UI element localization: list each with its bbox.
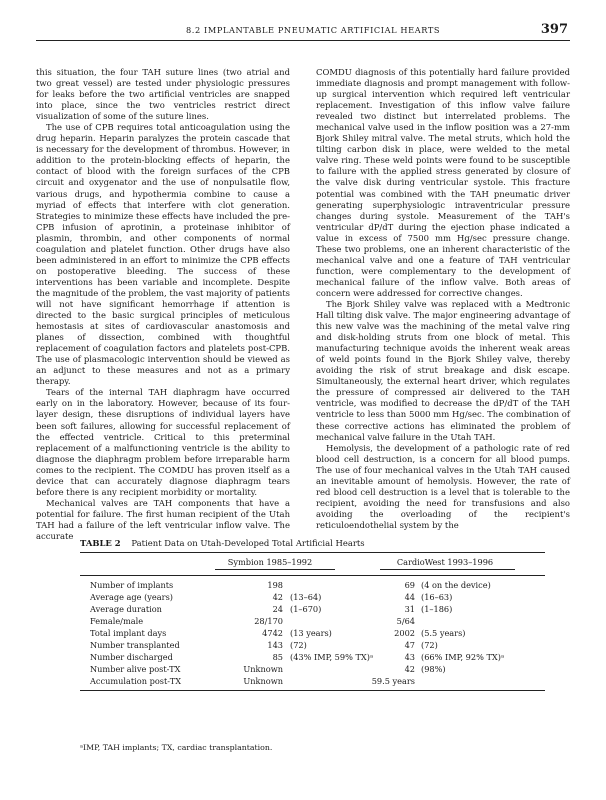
- cardiowest-value: 31: [404, 604, 415, 614]
- paragraph: Tears of the internal TAH diaphragm have occurred early on in the laboratory. However, because of its four-layer design, these disruptions of individual layers have been soft failures, allowing for successful replacement of the effected ventricle. Critical to this preterminal replacement of a malfunctioning ventricle is the ability to diagnose the diaphragm problem before irreparable harm comes to the recipient. The COMDU has proven itself as a device that can accurately diagnose diaphragm tears before there is any recipient morbidity or mortality.: [36, 387, 290, 497]
- table-row: [90, 652, 545, 664]
- page-number: 397: [540, 22, 568, 37]
- table-row: [90, 628, 545, 640]
- cardiowest-range: (98%): [421, 664, 446, 674]
- symbion-range: (1–670): [290, 604, 322, 614]
- cardiowest-value: 59.5 years: [371, 676, 415, 686]
- symbion-value: Unknown: [243, 664, 283, 674]
- table-row: [90, 604, 545, 616]
- table-row: [90, 676, 545, 688]
- cardiowest-range: (66% IMP, 92% TX)ᵃ: [421, 652, 505, 662]
- table-bottom-rule: [80, 690, 545, 691]
- row-label: Accumulation post-TX: [90, 676, 182, 686]
- cardiowest-value: 5/64: [396, 616, 415, 626]
- left-column: [36, 67, 290, 542]
- cardiowest-range: (72): [421, 640, 438, 650]
- cardiowest-range: (1–186): [421, 604, 453, 614]
- table-label: TABLE 2: [80, 538, 121, 548]
- group-rule-symbion: [215, 569, 335, 570]
- cardiowest-value: 43: [404, 652, 415, 662]
- paragraph: this situation, the four TAH suture lines (two atrial and two great vessel) are tested under physiologic pressures for leaks before the two artificial ventricles are snapped into place, since the two ventricles restrict direct visualization of some of the suture lines.: [36, 67, 290, 122]
- group-rule-cardiowest: [380, 569, 515, 570]
- table-row: [90, 664, 545, 676]
- cardiowest-range: (16–63): [421, 592, 453, 602]
- cardiowest-value: 42: [404, 664, 415, 674]
- symbion-range: (72): [290, 640, 307, 650]
- paragraph: The use of CPB requires total anticoagulation using the drug heparin. Heparin paralyzes the protein cascade that is necessary for the development of thrombus. However, in addition to the protein-blocking effects of heparin, the contact of blood with the foreign surfaces of the CPB circuit and oxygenator and the use of nonpulsatile flow, various drugs, and hypothermia combine to cause a myriad of effects that interfere with clot generation. Strategies to minimize these effects have included the pre-CPB infusion of aprotinin, a proteinase inhibitor of plasmin, thrombin, and other components of normal coagulation and platelet function. Other drugs have also been administered in an effort to minimize the CPB effects on postoperative bleeding. The success of these interventions has been variable and incomplete. Despite the magnitude of the problem, the vast majority of patients will not have significant hemorrhage if attention is directed to the basic surgical principles of meticulous hemostasis at sites of cardiovascular anastomosis and planes of dissection, combined with thoughtful replacement of coagulation factors and platelets post-CPB. The use of plasmacologic intervention should be viewed as an adjunct to these measures and not as a primary therapy.: [36, 122, 290, 387]
- symbion-value: 198: [267, 580, 283, 590]
- table-caption: [80, 538, 550, 549]
- symbion-value: 4742: [262, 628, 283, 638]
- row-label: Number alive post-TX: [90, 664, 181, 674]
- paragraph: Hemolysis, the development of a pathologic rate of red blood cell destruction, is a concern for all blood pumps. The use of four mechanical valves in the Utah TAH caused an inevitable amount of hemolysis. However, the rate of red blood cell destruction is a level that is tolerable to the recipient, avoiding the need for transfusions and also avoiding the overloading of the recipient's reticuloendothelial system by the: [316, 442, 570, 530]
- table-row: [90, 592, 545, 604]
- table-row: [90, 580, 545, 592]
- row-label: Number discharged: [90, 652, 173, 662]
- symbion-range: (43% IMP, 59% TX)ᵃ: [290, 652, 374, 662]
- cardiowest-range: (4 on the device): [421, 580, 491, 590]
- symbion-value: 143: [267, 640, 283, 650]
- row-label: Number of implants: [90, 580, 174, 590]
- table-row: [90, 616, 545, 628]
- paragraph: Mechanical valves are TAH components that have a potential for failure. The first human recipient of the Utah TAH had a failure of the left ventricular inflow valve. The accurate: [36, 497, 290, 541]
- table-top-rule: [80, 552, 545, 553]
- paragraph: COMDU diagnosis of this potentially hard failure provided immediate diagnosis and prompt management with follow-up surgical intervention which required left ventricular replacement. Investigation of this inflow valve failure revealed two distinct but interrelated problems. The mechanical valve used in the inflow position was a 27-mm Bjork Shiley mitral valve. The metal struts, which hold the tilting carbon disk in place, were welded to the metal valve ring. These weld points were found to be susceptible to failure with the applied stress generated by closure of the valve disk during ventricular systole. This fracture potential was combined with the TAH pneumatic driver generating superphysiologic intraventricular pressure changes during systole. Measurement of the TAH's ventricular dP/dT during the ejection phase indicated a value in excess of 7500 mm Hg/sec pressure change. These two problems, one an inherent characteristic of the mechanical valve and one a feature of TAH ventricular function, were complementary to the development of mechanical failure of the inflow valve. Both areas of concern were addressed for corrective changes.: [316, 67, 570, 298]
- cardiowest-value: 69: [404, 580, 415, 590]
- row-label: Number transplanted: [90, 640, 180, 650]
- symbion-value: Unknown: [243, 676, 283, 686]
- cardiowest-value: 44: [404, 592, 415, 602]
- row-label: Average age (years): [90, 592, 173, 602]
- symbion-range: (13 years): [290, 628, 332, 638]
- section-title: 8.2 IMPLANTABLE PNEUMATIC ARTIFICIAL HEARTS: [186, 25, 441, 35]
- symbion-value: 28/170: [254, 616, 283, 626]
- cardiowest-value: 47: [404, 640, 415, 650]
- row-label: Female/male: [90, 616, 144, 626]
- group-header-symbion: Symbion 1985–1992: [227, 557, 313, 567]
- table-header-rule: [80, 575, 545, 576]
- group-header-cardiowest: CardioWest 1993–1996: [396, 557, 494, 567]
- symbion-value: 85: [272, 652, 283, 662]
- cardiowest-value: 2002: [394, 628, 415, 638]
- running-head: [36, 22, 570, 41]
- table-row: [90, 640, 545, 652]
- right-column: [316, 67, 570, 531]
- symbion-range: (13–64): [290, 592, 322, 602]
- symbion-value: 24: [272, 604, 283, 614]
- row-label: Average duration: [90, 604, 162, 614]
- symbion-value: 42: [272, 592, 283, 602]
- cardiowest-range: (5.5 years): [421, 628, 466, 638]
- row-label: Total implant days: [90, 628, 167, 638]
- table-title: Patient Data on Utah-Developed Total Artificial Hearts: [131, 538, 365, 548]
- paragraph: The Bjork Shiley valve was replaced with a Medtronic Hall tilting disk valve. The major engineering advantage of this new valve was the machining of the metal valve ring and disk-holding struts from one block of metal. This manufacturing technique avoids the inherent weak areas of weld points found in the Bjork Shiley valve, thereby avoiding the risk of strut breakage and disk escape. Simultaneously, the external heart driver, which regulates the pressure of compressed air delivered to the TAH ventricle, was modified to decrease the dP/dT of the TAH ventricle to less than 5000 mm Hg/sec. The combination of these corrective actions has eliminated the problem of mechanical valve failure in the Utah TAH.: [316, 298, 570, 442]
- table-footnote: ᵃIMP, TAH implants; TX, cardiac transplantation.: [80, 743, 273, 752]
